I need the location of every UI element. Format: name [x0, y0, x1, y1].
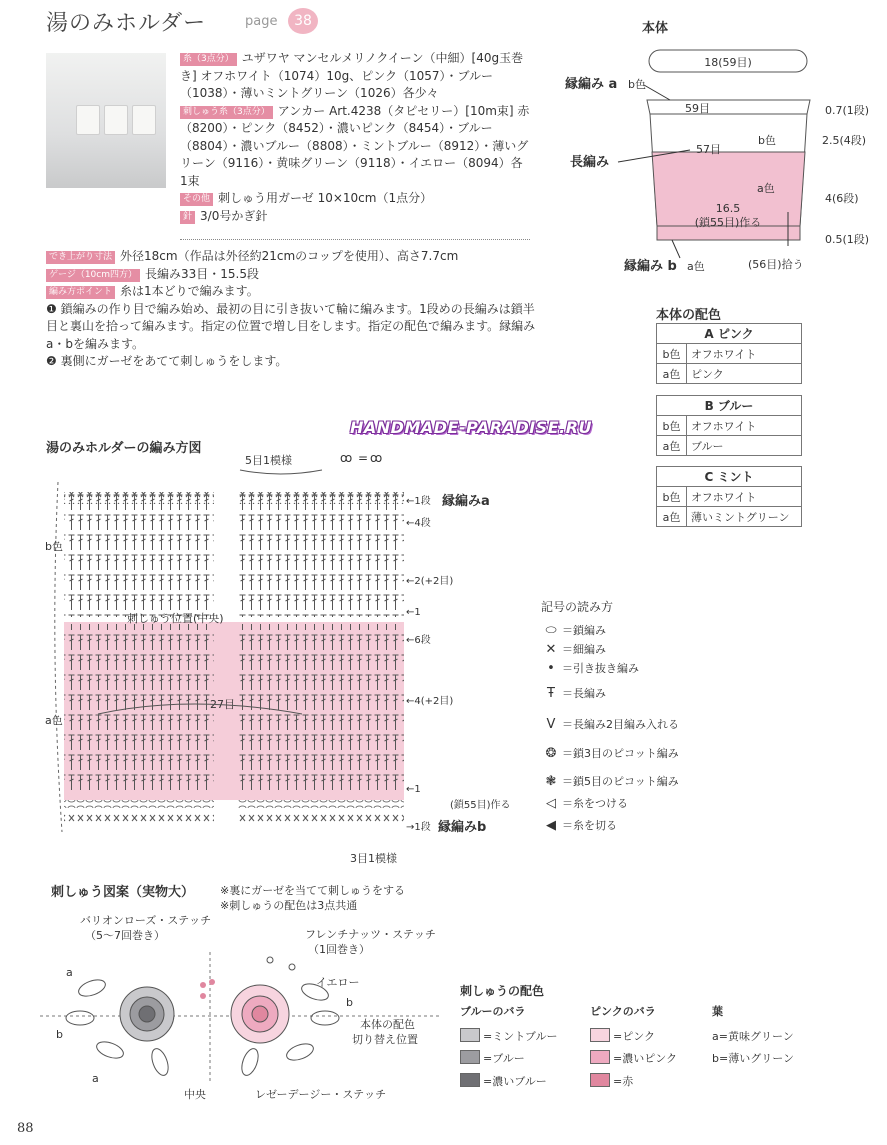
picot3-icon: ❂	[545, 745, 557, 761]
jar-image	[132, 105, 156, 135]
legend-text: ＝糸を切る	[562, 819, 617, 832]
a-color-rows-left	[64, 624, 214, 794]
picot5-icon: ❃	[545, 773, 557, 789]
row-text: ←1段	[406, 496, 431, 507]
legend-item	[540, 795, 628, 811]
h3-text: 4(6段)	[825, 192, 859, 205]
yellow-text: イエロー	[316, 976, 360, 989]
leaf	[94, 1039, 125, 1062]
yarn-text: ユザワヤ マンセルメリノクイーン（中細）[40g玉巻き] オフホワイト（1074）10g、ピンク（1057）・ブルー（1038）・薄いミントグリーン（1026）各少々	[180, 51, 524, 100]
legend-text: ＝糸をつける	[562, 797, 628, 810]
h2-text: 2.5(4段)	[822, 134, 867, 147]
swatch	[460, 1050, 480, 1064]
legend-text: ＝鎖5目のピコット編み	[562, 775, 679, 788]
swatch	[460, 1028, 480, 1042]
color-table-b	[656, 395, 802, 456]
embroidery-title: 刺しゅう図案（実物大）	[51, 885, 195, 900]
embroidery-notes	[220, 883, 405, 913]
dc-text: 長編み	[570, 155, 610, 170]
double-crochet-icon: Ŧ	[547, 685, 555, 701]
swatch	[460, 1073, 480, 1087]
other-text: 刺しゅう用ガーゼ 10×10cm（1点分）	[218, 191, 433, 205]
legend-text: ＝長編み	[562, 687, 606, 700]
note-2: ※刺しゅうの配色は3点共通	[220, 899, 358, 912]
yarn-label: 糸（3点分）	[180, 53, 237, 66]
jar-image	[76, 105, 100, 135]
page-ref-number: 38	[288, 8, 318, 34]
needle-text: 3/0号かぎ針	[200, 208, 268, 223]
table-cell: b色	[657, 487, 687, 507]
swatch	[590, 1050, 610, 1064]
chain-row-right	[238, 800, 404, 808]
product-photo	[46, 53, 166, 188]
width-cm-text: 16.5	[715, 202, 741, 215]
table-header: B ブルー	[657, 396, 802, 416]
legend-item	[540, 817, 617, 833]
dc-increase-icon: V	[546, 716, 556, 732]
french-knot	[209, 979, 215, 985]
table-cell: b色	[657, 416, 687, 436]
size-text: 外径18cm（作品は外径約21cmのコップを使用）、高さ7.7cm	[120, 249, 459, 263]
bullion-text: バリオンローズ・ステッチ	[80, 914, 212, 927]
gauge-label: ゲージ（10cm四方）	[46, 269, 140, 282]
table-cell: ピンク	[687, 364, 802, 384]
center-text: 中央	[184, 1088, 206, 1101]
join-yarn-icon: ◁	[546, 795, 556, 811]
table-header: C ミント	[657, 467, 802, 487]
table-cell: a色	[657, 364, 687, 384]
swatch-text: =ピンク	[613, 1030, 655, 1043]
table-cell: オフホワイト	[687, 487, 802, 507]
b-color-rows-right	[238, 494, 404, 617]
row-text: ←1	[406, 784, 421, 795]
repeat3-text: 3目1模様	[350, 852, 397, 865]
emb-colors-title: 刺しゅうの配色	[460, 984, 545, 998]
legend-text: ＝鎖3目のピコット編み	[562, 747, 679, 760]
chart-title: 湯のみホルダーの編み方図	[46, 441, 202, 456]
cut-yarn-icon: ◀	[546, 817, 556, 833]
point-text: 糸は1本どりで編みます。	[120, 284, 259, 298]
legend-item	[540, 660, 639, 676]
table-cell: オフホワイト	[687, 344, 802, 364]
table-cell: a色	[657, 436, 687, 456]
french-knot	[200, 982, 206, 988]
color-table-c	[656, 466, 802, 527]
edge-a-row-left	[64, 492, 214, 504]
leaf-a-label: a	[92, 1072, 99, 1085]
legend-item	[540, 622, 606, 638]
legend-item	[540, 641, 606, 657]
edge-b-color-text: a色	[687, 260, 705, 273]
swatch-text: =ブルー	[483, 1052, 525, 1065]
bullion-sub-text: （5〜7回巻き）	[85, 929, 165, 942]
edge-a-band	[647, 100, 810, 114]
size-label: でき上がり寸法	[46, 251, 115, 264]
legend-item	[540, 716, 679, 732]
specs-block	[46, 248, 536, 371]
french-knot	[289, 964, 295, 970]
edge-a-text: 縁編みa	[442, 494, 490, 509]
leaf-color-a: a=黄味グリーン	[712, 1030, 794, 1043]
edge-a-text: 縁編み a	[565, 77, 618, 92]
legend-item	[540, 685, 606, 701]
eq-text: =	[358, 452, 369, 465]
stitch-chart	[40, 452, 530, 872]
leader-line	[644, 85, 670, 100]
chain-icon: ⬭	[545, 622, 557, 638]
watermark: HANDMADE-PARADISE.RU	[350, 418, 593, 437]
st57-text: 57目	[696, 143, 721, 156]
table-cell: ブルー	[687, 436, 802, 456]
legend-text: ＝長編み2目編み入れる	[562, 718, 679, 731]
a-color-rows-right	[238, 624, 404, 794]
table-header: A ピンク	[657, 324, 802, 344]
embroidery-thread-text: アンカー Art.4238（タピセリー）[10m束] 赤（8200）・ピンク（8452）・濃いピンク（8454）・ブルー（8804）・濃いブルー（8808）・ミントブルー（8912）・薄いグリーン（9116）・黄味グリーン（9118）・イエロー（8094）各1束	[180, 103, 530, 188]
table-cell: 薄いミントグリーン	[687, 507, 802, 527]
point-label: 編み方ポイント	[46, 286, 115, 299]
b-color-label: b色	[45, 540, 63, 553]
leaf	[149, 1046, 172, 1077]
picot-legend-icon: ꝏ	[370, 452, 383, 465]
b-color-text: b色	[758, 134, 776, 147]
edge-b-row-right	[238, 810, 404, 822]
swatch-text: =ミントブルー	[483, 1030, 558, 1043]
pickup56-text: (56目)拾う	[748, 258, 804, 271]
st27-text: 27目	[210, 698, 235, 711]
repeat5-text: 5目1模様	[245, 454, 292, 467]
legend-text: ＝引き抜き編み	[562, 662, 639, 675]
swatch-text: =濃いブルー	[483, 1075, 547, 1088]
other-label: その他	[180, 193, 213, 206]
slip-stitch-icon: •	[547, 660, 555, 676]
step-1: ❶ 鎖編みの作り目で編み始め、最初の目に引き抜いて輪に編みます。1段めの長編みは鎖半目と裏山を拾って編みます。指定の位置で増し目をします。指定の配色で編みます。縁編みa・bを編みます。	[46, 301, 536, 351]
gauge-text: 長編み33目・15.5段	[145, 266, 259, 281]
chart-edge-left	[55, 482, 62, 832]
leaf	[66, 1011, 94, 1025]
embroidery-pattern	[40, 912, 440, 1112]
swatch	[590, 1028, 610, 1042]
leaf-a-label: a	[66, 966, 73, 979]
st59-text: 59目	[685, 102, 710, 115]
blue-rose-center	[139, 1006, 155, 1022]
pink-rose-head: ピンクのバラ	[590, 1005, 656, 1018]
color-table-a	[656, 323, 802, 384]
color-tables-title: 本体の配色	[656, 308, 722, 323]
swatch-text: =濃いピンク	[613, 1052, 677, 1065]
legend-title: 記号の読み方	[541, 600, 614, 614]
leaf	[311, 1011, 339, 1025]
top-width-text: 18(59目)	[704, 56, 752, 69]
legend-text: ＝鎖編み	[562, 624, 606, 637]
single-crochet-icon: ✕	[545, 641, 557, 657]
b-color-rows-left	[64, 494, 214, 617]
swatch-text: =赤	[613, 1075, 634, 1088]
row-text: ←1	[406, 607, 421, 618]
edge-b-text: 縁編みb	[438, 820, 487, 835]
legend-item	[540, 745, 679, 761]
embroidery-position-text: 刺しゅう位置(中央)	[127, 612, 224, 625]
leaf-color-b: b=薄いグリーン	[712, 1052, 794, 1065]
note-1: ※裏にガーゼを当てて刺しゅうをする	[220, 884, 405, 897]
h4-text: 0.5(1段)	[825, 233, 870, 246]
blue-rose-head: ブルーのバラ	[460, 1005, 526, 1018]
swatch	[590, 1073, 610, 1087]
divider	[180, 239, 530, 240]
step-2: ❷ 裏側にガーゼをあてて刺しゅうをします。	[46, 354, 288, 368]
edge-b-text: 縁編み b	[624, 259, 677, 274]
leaf-b-label: b	[346, 996, 353, 1009]
row-text: ←6段	[406, 635, 431, 646]
table-cell: オフホワイト	[687, 416, 802, 436]
legend-text: ＝細編み	[562, 643, 606, 656]
embroidery-thread-label: 刺しゅう糸（3点分）	[180, 106, 273, 119]
row-text: ←4段	[406, 518, 431, 529]
body-diagram-title: 本体	[642, 21, 669, 36]
row-text: →1段	[406, 822, 431, 833]
edge-b-row-left	[64, 810, 214, 822]
needle-label: 針	[180, 211, 195, 224]
lazy-daisy-text: レゼーデージー・ステッチ	[255, 1088, 387, 1101]
leaf	[76, 977, 107, 1000]
leaf	[239, 1046, 262, 1077]
chain55-text: (鎖55目)作る	[694, 216, 762, 229]
a-color-text: a色	[757, 182, 775, 195]
a-color-label: a色	[45, 714, 63, 727]
materials-block	[180, 50, 530, 225]
leaf-head: 葉	[712, 1005, 723, 1018]
french-knot	[200, 993, 206, 999]
pink-rose-center	[252, 1006, 268, 1022]
page-ref-label: page	[245, 14, 278, 29]
h1-text: 0.7(1段)	[825, 104, 870, 117]
change-text-1: 本体の配色	[360, 1018, 415, 1031]
page-number: 88	[17, 1121, 34, 1136]
body-diagram	[560, 40, 885, 280]
page-title: 湯のみホルダー	[46, 11, 207, 36]
french-sub-text: （1回巻き）	[308, 943, 370, 956]
leader-line	[672, 240, 680, 258]
table-cell: a色	[657, 507, 687, 527]
leaf-b-label: b	[56, 1028, 63, 1041]
row-text: ←2(+2目)	[406, 576, 454, 587]
row-text: ←4(+2目)	[406, 696, 454, 707]
leaf	[284, 1041, 315, 1064]
french-text: フレンチナッツ・ステッチ	[305, 928, 436, 941]
edge-a-row-right	[238, 492, 404, 504]
chain55-text: (鎖55目)作る	[450, 800, 511, 811]
change-text-2: 切り替え位置	[352, 1033, 418, 1046]
french-knot	[267, 957, 273, 963]
table-cell: b色	[657, 344, 687, 364]
picot-legend-icon: ꝏ	[340, 452, 353, 465]
legend-item	[540, 773, 679, 789]
repeat-bracket	[240, 470, 322, 474]
jar-image	[104, 105, 128, 135]
edge-a-color-text: b色	[628, 78, 646, 91]
chain-row-left	[64, 800, 214, 808]
